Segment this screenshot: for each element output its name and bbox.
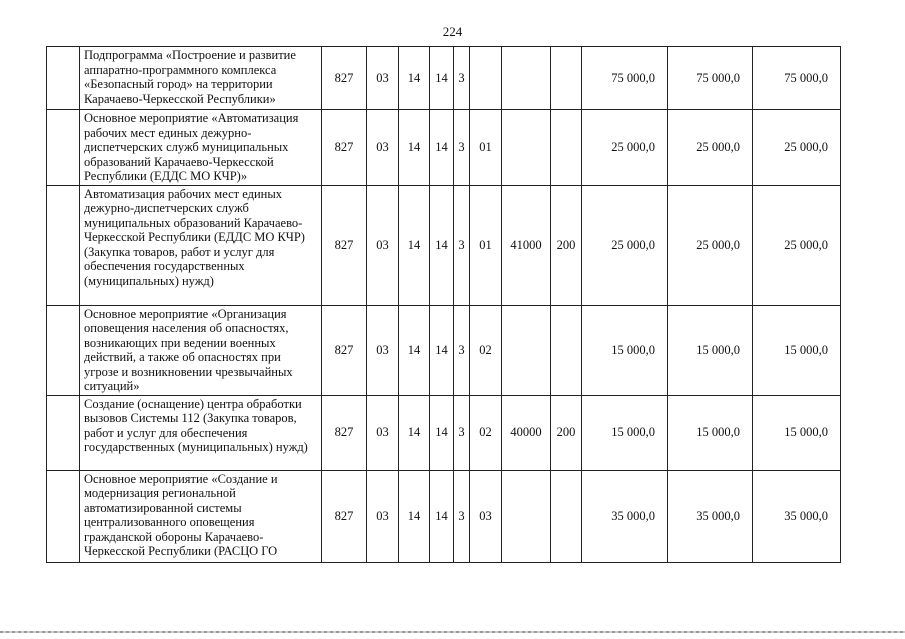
amount-cell: 15 000,0 (668, 305, 753, 395)
description-cell: Основное мероприятие «Организация оповещения населения об опасностях, возникающих при ведении военных действий, а также об опасностях при угрозе и возникновении чрезвычайных ситуаций» (80, 305, 322, 395)
amount-cell: 25 000,0 (582, 185, 668, 305)
row-number-cell (47, 47, 80, 110)
amount-cell: 15 000,0 (668, 395, 753, 470)
direction-cell (502, 470, 551, 562)
description-cell: Создание (оснащение) центра обработки вызовов Системы 112 (Закупка товаров, работ и услуг для обеспечения государственных (муниципальных) нужд) (80, 395, 322, 470)
code-cell: 827 (322, 305, 367, 395)
code-cell: 827 (322, 185, 367, 305)
page-number: 224 (442, 24, 463, 39)
amount-cell: 15 000,0 (753, 305, 841, 395)
direction-cell (502, 305, 551, 395)
scan-edge-divider (0, 631, 905, 633)
table-row (47, 305, 841, 395)
description-cell: Основное мероприятие «Автоматизация рабочих мест единых дежурно-диспетчерских служб муниципальных образований Карачаево-Черкесской Республики (ЕДДС МО КЧР)» (80, 110, 322, 186)
subprogram-cell: 3 (454, 395, 470, 470)
amount-cell: 75 000,0 (582, 47, 668, 110)
program-cell: 14 (430, 185, 454, 305)
measure-cell: 01 (470, 110, 502, 186)
amount-cell: 35 000,0 (753, 470, 841, 562)
direction-cell: 41000 (502, 185, 551, 305)
subsection-cell: 14 (399, 185, 430, 305)
expense-type-cell (551, 110, 582, 186)
code-cell: 827 (322, 47, 367, 110)
subsection-cell: 14 (399, 470, 430, 562)
subprogram-cell: 3 (454, 185, 470, 305)
subsection-cell: 14 (399, 110, 430, 186)
subprogram-cell: 3 (454, 305, 470, 395)
table-row (47, 395, 841, 470)
amount-cell: 25 000,0 (753, 110, 841, 186)
section-cell: 03 (367, 470, 399, 562)
table-row (47, 47, 841, 110)
direction-cell: 40000 (502, 395, 551, 470)
expense-type-cell (551, 470, 582, 562)
expense-type-cell (551, 47, 582, 110)
section-cell: 03 (367, 110, 399, 186)
program-cell: 14 (430, 305, 454, 395)
expense-type-cell: 200 (551, 395, 582, 470)
table-row (47, 470, 841, 562)
table-row (47, 110, 841, 186)
amount-cell: 35 000,0 (582, 470, 668, 562)
description-cell: Автоматизация рабочих мест единых дежурно-диспетчерских служб муниципальных образований Карачаево-Черкесской Республики (ЕДДС МО КЧР) (Закупка товаров, работ и услуг для обеспечения государственных (муниципальных) нужд) (80, 185, 322, 305)
section-cell: 03 (367, 305, 399, 395)
code-cell: 827 (322, 470, 367, 562)
amount-cell: 25 000,0 (582, 110, 668, 186)
measure-cell: 02 (470, 305, 502, 395)
budget-table (46, 46, 841, 563)
amount-cell: 15 000,0 (753, 395, 841, 470)
amount-cell: 15 000,0 (582, 395, 668, 470)
amount-cell: 25 000,0 (753, 185, 841, 305)
measure-cell: 02 (470, 395, 502, 470)
row-number-cell (47, 305, 80, 395)
program-cell: 14 (430, 47, 454, 110)
amount-cell: 25 000,0 (668, 185, 753, 305)
table-row (47, 185, 841, 305)
expense-type-cell: 200 (551, 185, 582, 305)
description-cell: Основное мероприятие «Создание и модернизация региональной автоматизированной системы централизованного оповещения гражданской обороны Карачаево-Черкесской Республики (РАСЦО ГО (80, 470, 322, 562)
direction-cell (502, 47, 551, 110)
row-number-cell (47, 185, 80, 305)
program-cell: 14 (430, 395, 454, 470)
section-cell: 03 (367, 185, 399, 305)
subsection-cell: 14 (399, 47, 430, 110)
row-number-cell (47, 110, 80, 186)
direction-cell (502, 110, 551, 186)
measure-cell: 01 (470, 185, 502, 305)
amount-cell: 35 000,0 (668, 470, 753, 562)
expense-type-cell (551, 305, 582, 395)
code-cell: 827 (322, 395, 367, 470)
subprogram-cell: 3 (454, 470, 470, 562)
subsection-cell: 14 (399, 305, 430, 395)
row-number-cell (47, 470, 80, 562)
measure-cell (470, 47, 502, 110)
code-cell: 827 (322, 110, 367, 186)
program-cell: 14 (430, 110, 454, 186)
subsection-cell: 14 (399, 395, 430, 470)
amount-cell: 15 000,0 (582, 305, 668, 395)
program-cell: 14 (430, 470, 454, 562)
amount-cell: 25 000,0 (668, 110, 753, 186)
subprogram-cell: 3 (454, 110, 470, 186)
description-cell: Подпрограмма «Построение и развитие аппаратно-программного комплекса «Безопасный город» на территории Карачаево-Черкесской Республики» (80, 47, 322, 110)
measure-cell: 03 (470, 470, 502, 562)
amount-cell: 75 000,0 (753, 47, 841, 110)
subprogram-cell: 3 (454, 47, 470, 110)
row-number-cell (47, 395, 80, 470)
section-cell: 03 (367, 395, 399, 470)
section-cell: 03 (367, 47, 399, 110)
amount-cell: 75 000,0 (668, 47, 753, 110)
